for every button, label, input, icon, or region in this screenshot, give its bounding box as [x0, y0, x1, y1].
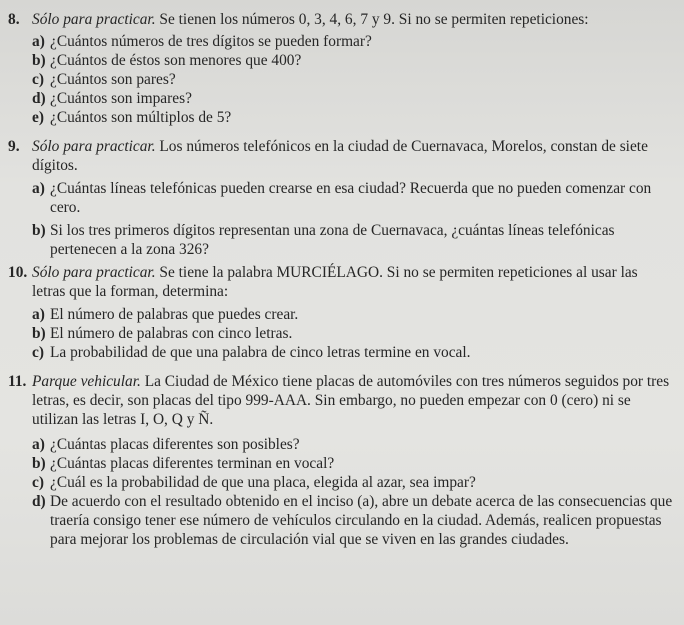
exercise-statement: Se tiene la palabra MURCIÉLAGO. Si no se permiten repeticiones al usar las letras que la forman, determina: — [32, 264, 638, 300]
list-item — [32, 454, 674, 473]
exercise-10 — [8, 263, 674, 362]
exercise-items — [32, 32, 674, 127]
item-letter: d) — [32, 90, 46, 107]
list-item — [32, 179, 674, 217]
exercise-header — [8, 372, 674, 429]
list-item — [32, 108, 674, 127]
item-letter: c) — [32, 474, 44, 491]
item-text: El número de palabras con cinco letras. — [50, 325, 293, 342]
item-text: ¿Cuántos números de tres dígitos se pueden formar? — [50, 33, 372, 50]
item-text: Si los tres primeros dígitos representan una zona de Cuernavaca, ¿cuántas líneas telefónicas pertenecen a la zona 326? — [50, 222, 615, 258]
item-letter: b) — [32, 325, 46, 342]
exercise-statement-line — [32, 137, 674, 175]
item-text: ¿Cuántas placas diferentes terminan en vocal? — [50, 455, 335, 472]
item-text: El número de palabras que puedes crear. — [50, 306, 299, 323]
item-text: ¿Cuántas líneas telefónicas pueden crearse en esa ciudad? Recuerda que no pueden comenzar con cero. — [50, 180, 652, 216]
list-item — [32, 492, 674, 549]
item-letter: c) — [32, 71, 44, 88]
exercise-number: 9. — [8, 138, 20, 155]
exercise-11 — [8, 372, 674, 549]
exercise-statement: Los números telefónicos en la ciudad de Cuernavaca, Morelos, constan de siete dígitos. — [32, 138, 648, 174]
exercise-header — [8, 10, 674, 29]
item-letter: e) — [32, 109, 44, 126]
item-letter: a) — [32, 306, 45, 323]
exercise-9 — [8, 137, 674, 259]
exercise-title: Sólo para practicar. — [32, 264, 156, 281]
exercise-items — [32, 305, 674, 362]
exercise-header — [8, 137, 674, 175]
item-letter: c) — [32, 344, 44, 361]
item-text: La probabilidad de que una palabra de cinco letras termine en vocal. — [50, 344, 471, 361]
list-item — [32, 324, 674, 343]
item-text: ¿Cuál es la probabilidad de que una placa, elegida al azar, sea impar? — [50, 474, 476, 491]
exercise-title: Parque vehicular. — [32, 373, 141, 390]
item-text: ¿Cuántos de éstos son menores que 400? — [50, 52, 302, 69]
exercise-title: Sólo para practicar. — [32, 11, 156, 28]
list-item — [32, 305, 674, 324]
exercise-statement-line — [32, 263, 674, 301]
exercise-title: Sólo para practicar. — [32, 138, 156, 155]
item-letter: b) — [32, 222, 46, 239]
item-letter: b) — [32, 455, 46, 472]
exercise-header — [8, 263, 674, 301]
item-text: De acuerdo con el resultado obtenido en el inciso (a), abre un debate acerca de las consecuencias que traería consigo tener ese número de vehículos circulando en la ciudad. Además, realicen propuestas para mejorar los problemas de circulación vial que se viven en las grandes ciudades. — [50, 493, 673, 548]
list-item — [32, 473, 674, 492]
item-letter: b) — [32, 52, 46, 69]
exercise-number: 11. — [8, 373, 27, 390]
list-item — [32, 32, 674, 51]
exercise-number: 8. — [8, 11, 20, 28]
exercise-number: 10. — [8, 264, 28, 281]
item-letter: a) — [32, 180, 45, 197]
list-item — [32, 51, 674, 70]
list-item — [32, 89, 674, 108]
item-letter: a) — [32, 436, 45, 453]
item-letter: a) — [32, 33, 45, 50]
item-text: ¿Cuántos son impares? — [50, 90, 192, 107]
exercise-statement-line — [32, 10, 674, 29]
list-item — [32, 435, 674, 454]
item-letter: d) — [32, 493, 46, 510]
item-text: ¿Cuántos son pares? — [50, 71, 176, 88]
list-item — [32, 70, 674, 89]
exercise-statement: Se tienen los números 0, 3, 4, 6, 7 y 9. Si no se permiten repeticiones: — [155, 11, 589, 28]
exercise-items — [32, 435, 674, 549]
exercise-statement: La Ciudad de México tiene placas de automóviles con tres números seguidos por tres letras, es decir, son placas del tipo 999-AAA. Sin embargo, no pueden empezar con 0 (cero) ni se utilizan las letras I, O, Q y Ñ. — [32, 373, 670, 428]
exercise-statement-line — [32, 372, 674, 429]
item-text: ¿Cuántas placas diferentes son posibles? — [50, 436, 300, 453]
list-item — [32, 343, 674, 362]
exercise-8 — [8, 10, 674, 127]
item-text: ¿Cuántos son múltiplos de 5? — [50, 109, 232, 126]
exercise-items — [32, 179, 674, 259]
list-item — [32, 221, 674, 259]
